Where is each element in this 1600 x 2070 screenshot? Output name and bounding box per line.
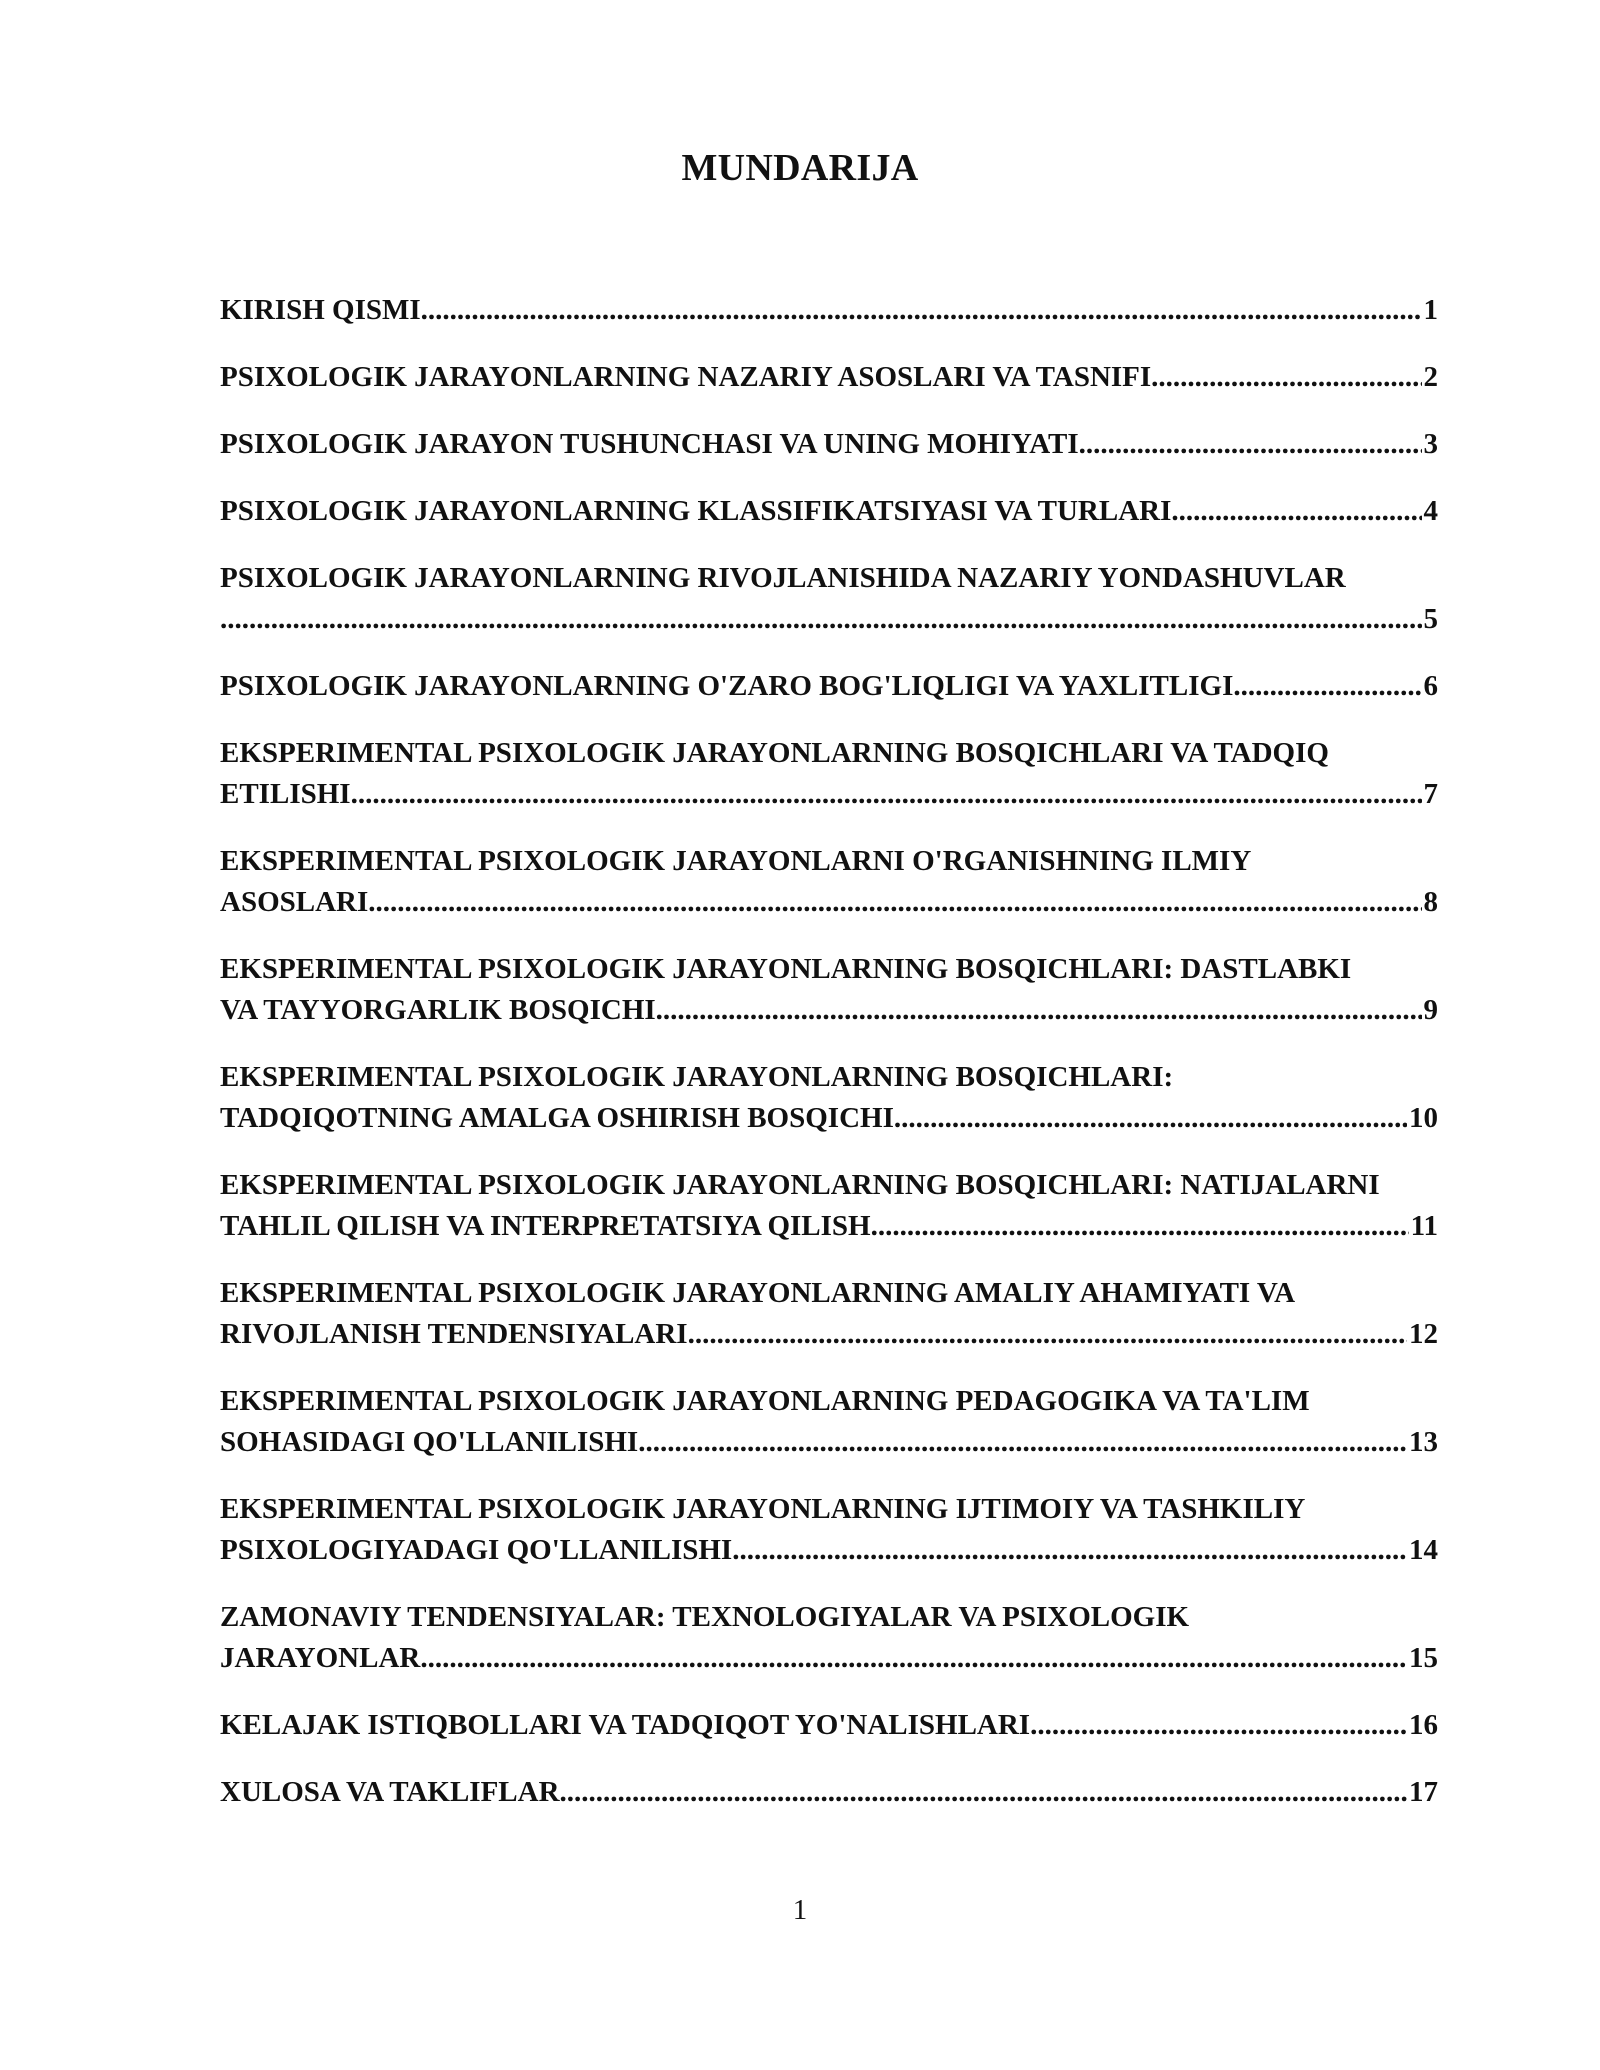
toc-line bbox=[220, 424, 1438, 465]
toc-line bbox=[220, 774, 1438, 815]
toc-line bbox=[220, 1705, 1438, 1746]
toc-entry-title-cont: PSIXOLOGIYADAGI QO'LLANILISHI bbox=[220, 1534, 733, 1566]
toc-entry-title-cont: ASOSLARI bbox=[220, 886, 369, 918]
toc-entry[interactable] bbox=[220, 1597, 1440, 1679]
toc-entry-title: EKSPERIMENTAL PSIXOLOGIK JARAYONLARNING IJTIMOIY VA TASHKILIY bbox=[220, 1493, 1306, 1525]
toc-leader-dots bbox=[1171, 491, 1421, 532]
toc-page-number: 3 bbox=[1423, 428, 1438, 460]
toc-entry[interactable] bbox=[220, 949, 1440, 1031]
toc-leader-dots bbox=[1079, 424, 1422, 465]
toc-entry-title: PSIXOLOGIK JARAYONLARNING KLASSIFIKATSIYASI VA TURLARI bbox=[220, 495, 1172, 527]
toc-leader-dots bbox=[420, 1638, 1407, 1679]
toc-leader-dots bbox=[1151, 357, 1421, 398]
toc-entry-title: EKSPERIMENTAL PSIXOLOGIK JARAYONLARNING BOSQICHLARI VA TADQIQ bbox=[220, 737, 1329, 769]
toc-leader-dots bbox=[656, 990, 1422, 1031]
toc-page-number: 4 bbox=[1423, 495, 1438, 527]
toc-entry[interactable] bbox=[220, 666, 1440, 707]
toc-entry[interactable] bbox=[220, 1381, 1440, 1463]
toc-entry[interactable] bbox=[220, 1273, 1440, 1355]
toc-entry-title-cont: RIVOJLANISH TENDENSIYALARI bbox=[220, 1318, 688, 1350]
table-of-contents bbox=[220, 290, 1440, 1839]
toc-leader-dots bbox=[421, 290, 1422, 331]
toc-entry-title: EKSPERIMENTAL PSIXOLOGIK JARAYONLARNING BOSQICHLARI: bbox=[220, 1061, 1174, 1093]
toc-entry-title-cont: TAHLIL QILISH VA INTERPRETATSIYA QILISH bbox=[220, 1210, 871, 1242]
toc-line bbox=[220, 1098, 1438, 1139]
toc-line bbox=[220, 357, 1438, 398]
toc-entry[interactable] bbox=[220, 1772, 1440, 1813]
toc-page-number: 5 bbox=[1423, 603, 1438, 635]
toc-entry-title: EKSPERIMENTAL PSIXOLOGIK JARAYONLARNING BOSQICHLARI: DASTLABKI bbox=[220, 953, 1352, 985]
toc-line bbox=[220, 599, 1438, 640]
toc-page-number: 13 bbox=[1409, 1426, 1438, 1458]
toc-leader-dots bbox=[732, 1530, 1407, 1571]
toc-entry-title: PSIXOLOGIK JARAYONLARNING O'ZARO BOG'LIQLIGI VA YAXLITLIGI bbox=[220, 670, 1234, 702]
toc-entry-title: PSIXOLOGIK JARAYONLARNING RIVOJLANISHIDA NAZARIY YONDASHUVLAR bbox=[220, 562, 1346, 594]
toc-line bbox=[220, 666, 1438, 707]
toc-page-number: 8 bbox=[1423, 886, 1438, 918]
toc-leader-dots bbox=[560, 1772, 1407, 1813]
toc-page-number: 14 bbox=[1409, 1534, 1438, 1566]
toc-page-number: 17 bbox=[1409, 1776, 1438, 1808]
toc-entry[interactable] bbox=[220, 491, 1440, 532]
toc-page-number: 2 bbox=[1423, 361, 1438, 393]
toc-leader-dots bbox=[638, 1422, 1407, 1463]
toc-page-number: 6 bbox=[1423, 670, 1438, 702]
toc-line bbox=[220, 290, 1438, 331]
toc-page-number: 1 bbox=[1423, 294, 1438, 326]
toc-entry[interactable] bbox=[220, 1705, 1440, 1746]
toc-entry-title: EKSPERIMENTAL PSIXOLOGIK JARAYONLARNING PEDAGOGIKA VA TA'LIM bbox=[220, 1385, 1310, 1417]
toc-page-number: 11 bbox=[1410, 1210, 1438, 1242]
page-number: 1 bbox=[792, 1894, 808, 1926]
toc-leader-dots bbox=[220, 599, 1422, 640]
page-title: MUNDARIJA bbox=[681, 147, 919, 189]
toc-line bbox=[220, 1206, 1438, 1247]
toc-page-number: 9 bbox=[1423, 994, 1438, 1026]
toc-line bbox=[220, 491, 1438, 532]
toc-line bbox=[220, 1772, 1438, 1813]
toc-entry-title-cont: TADQIQOTNING AMALGA OSHIRISH BOSQICHI bbox=[220, 1102, 894, 1134]
toc-line bbox=[220, 1314, 1438, 1355]
toc-entry-title-cont: VA TAYYORGARLIK BOSQICHI bbox=[220, 994, 656, 1026]
toc-page-number: 12 bbox=[1409, 1318, 1438, 1350]
toc-entry-title-cont: JARAYONLAR bbox=[220, 1642, 421, 1674]
toc-entry-title: EKSPERIMENTAL PSIXOLOGIK JARAYONLARNING AMALIY AHAMIYATI VA bbox=[220, 1277, 1296, 1309]
toc-entry[interactable] bbox=[220, 841, 1440, 923]
toc-entry-title: EKSPERIMENTAL PSIXOLOGIK JARAYONLARNING BOSQICHLARI: NATIJALARNI bbox=[220, 1169, 1380, 1201]
toc-entry-title: PSIXOLOGIK JARAYON TUSHUNCHASI VA UNING MOHIYATI bbox=[220, 428, 1079, 460]
toc-line bbox=[220, 1530, 1438, 1571]
toc-entry-title-cont: ETILISHI bbox=[220, 778, 351, 810]
toc-leader-dots bbox=[871, 1206, 1409, 1247]
toc-entry[interactable] bbox=[220, 1057, 1440, 1139]
toc-entry-title: PSIXOLOGIK JARAYONLARNING NAZARIY ASOSLARI VA TASNIFI bbox=[220, 361, 1152, 393]
toc-entry-title: XULOSA VA TAKLIFLAR bbox=[220, 1776, 560, 1808]
toc-leader-dots bbox=[351, 774, 1422, 815]
toc-leader-dots bbox=[1233, 666, 1421, 707]
toc-entry[interactable] bbox=[220, 290, 1440, 331]
toc-entry[interactable] bbox=[220, 357, 1440, 398]
toc-page-number: 7 bbox=[1423, 778, 1438, 810]
toc-page-number: 16 bbox=[1409, 1709, 1438, 1741]
toc-entry[interactable] bbox=[220, 424, 1440, 465]
toc-line bbox=[220, 882, 1438, 923]
toc-line bbox=[220, 1422, 1438, 1463]
toc-entry[interactable] bbox=[220, 1165, 1440, 1247]
toc-leader-dots bbox=[688, 1314, 1407, 1355]
toc-entry-title: EKSPERIMENTAL PSIXOLOGIK JARAYONLARNI O'RGANISHNING ILMIY bbox=[220, 845, 1252, 877]
toc-entry-title: KELAJAK ISTIQBOLLARI VA TADQIQOT YO'NALISHLARI bbox=[220, 1709, 1031, 1741]
toc-page-number: 15 bbox=[1409, 1642, 1438, 1674]
toc-line bbox=[220, 1638, 1438, 1679]
toc-page-number: 10 bbox=[1409, 1102, 1438, 1134]
toc-line bbox=[220, 990, 1438, 1031]
toc-entry-title: ZAMONAVIY TENDENSIYALAR: TEXNOLOGIYALAR VA PSIXOLOGIK bbox=[220, 1601, 1190, 1633]
toc-leader-dots bbox=[1030, 1705, 1407, 1746]
toc-entry[interactable] bbox=[220, 733, 1440, 815]
toc-entry[interactable] bbox=[220, 1489, 1440, 1571]
toc-leader-dots bbox=[894, 1098, 1407, 1139]
toc-leader-dots bbox=[368, 882, 1421, 923]
toc-entry-title-cont: SOHASIDAGI QO'LLANILISHI bbox=[220, 1426, 639, 1458]
toc-entry-title: KIRISH QISMI bbox=[220, 294, 421, 326]
toc-entry[interactable] bbox=[220, 558, 1440, 640]
